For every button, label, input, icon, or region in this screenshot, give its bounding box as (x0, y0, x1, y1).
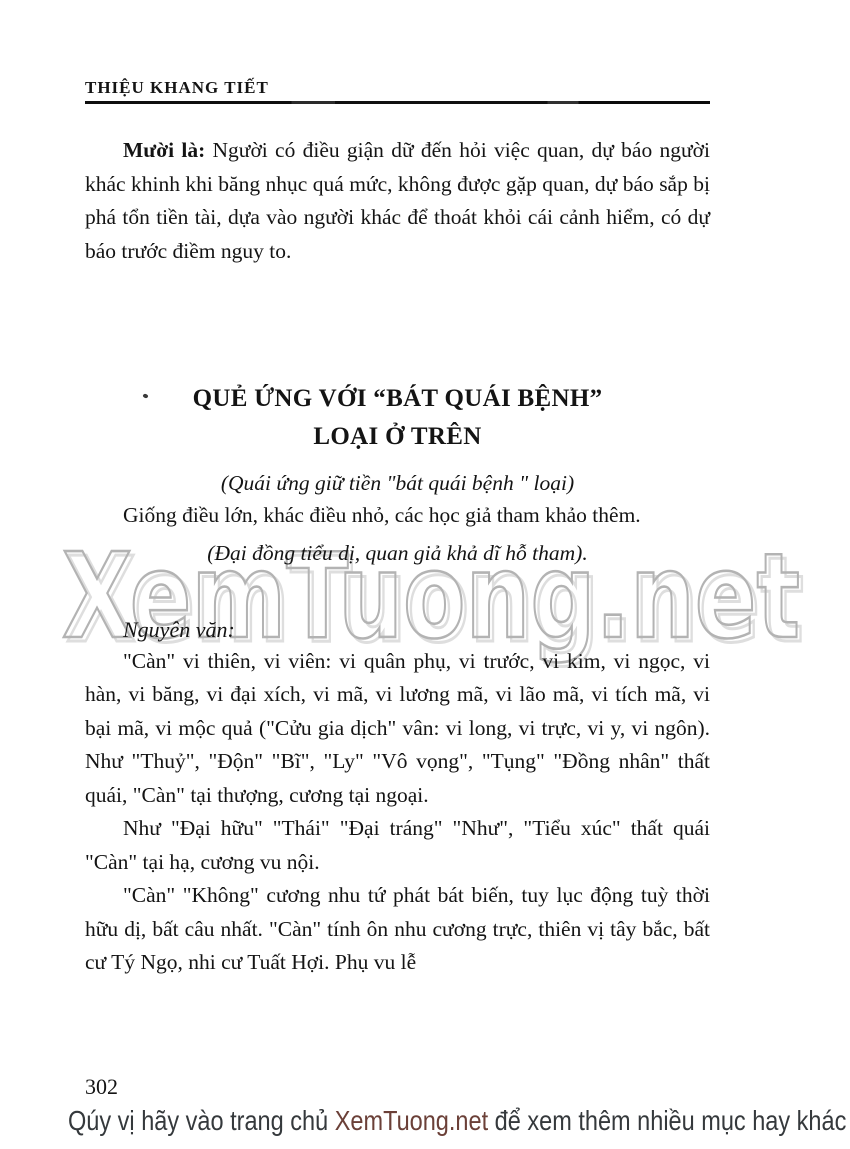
paragraph-can-1: "Càn" vi thiên, vi viên: vi quân phụ, vi trước, vi kim, vi ngọc, vi hàn, vi băng, vi đại xích, vi mã, vi lương mã, vi lão mã, vi tích mã, vi bại mã, vi mộc quả ("Cửu gia dịch" vân: vi long, vi trực, vi y, vi ngôn). Như "Thuỷ", "Độn" "Bĩ", "Ly" "Vô vọng", "Tụng" "Đồng nhân" thất quái, "Càn" tại thượng, cương tại ngoại. (85, 648, 710, 807)
section-title-line2: LOẠI Ở TRÊN (313, 423, 482, 450)
watermark-text-shadow: XemTuong.net (66, 531, 804, 669)
paragraph-can-2: Như "Đại hữu" "Thái" "Đại tráng" "Như", "Tiểu xúc" thất quái "Càn" tại hạ, cương vu nội. (85, 816, 710, 874)
section-title-line1: QUẺ ỨNG VỚI “BÁT QUÁI BỆNH” (192, 385, 603, 412)
paragraph-muoi-la-text: Người có điều giận dữ đến hỏi việc quan, dự báo người khác khinh khi băng nhục quá mức, không được gặp quan, dự báo sắp bị phá tổn tiền tài, dựa vào người khác để thoát khỏi cái cảnh hiểm, có dự báo trước điềm nguy to. (85, 138, 710, 263)
footer-suffix: để xem thêm nhiều mục hay khác (488, 1105, 847, 1136)
footer-prefix: Qúy vị hãy vào trang chủ (68, 1105, 335, 1136)
section-title (85, 380, 710, 456)
page-number: 302 (85, 1074, 118, 1099)
paragraph-giong: Giống điều lớn, khác điều nhỏ, các học giả tham khảo thêm. (123, 503, 641, 527)
running-header: THIỆU KHANG TIẾT (85, 78, 269, 97)
footer-brand-link[interactable]: XemTuong.net (334, 1105, 489, 1136)
paragraph-muoi-la (85, 134, 710, 268)
paragraph-can-3: "Càn" "Không" cương nhu tứ phát bát biến, tuy lục động tuỳ thời hữu dị, bất câu nhất. "Càn" tính ôn nhu cương trực, thiên vị tây bắc, bất cư Tý Ngọ, nhi cư Tuất Hợi. Phụ vu lễ (85, 883, 710, 974)
heading-nguyen-van: Nguyên văn: (123, 616, 235, 642)
subtitle-vietnamese: (Quái ứng giữ tiền "bát quái bệnh " loại) (220, 471, 575, 495)
subtitle-han-viet: (Đại đồng tiểu dị, quan giả khả dĩ hỗ tham). (207, 540, 588, 565)
watermark-text: XemTuong.net (62, 527, 800, 665)
header-rule (85, 101, 710, 104)
text-column (85, 0, 710, 980)
footer-promo-line (68, 1102, 847, 1140)
paragraph-lead-bold: Mười là: (123, 138, 206, 162)
